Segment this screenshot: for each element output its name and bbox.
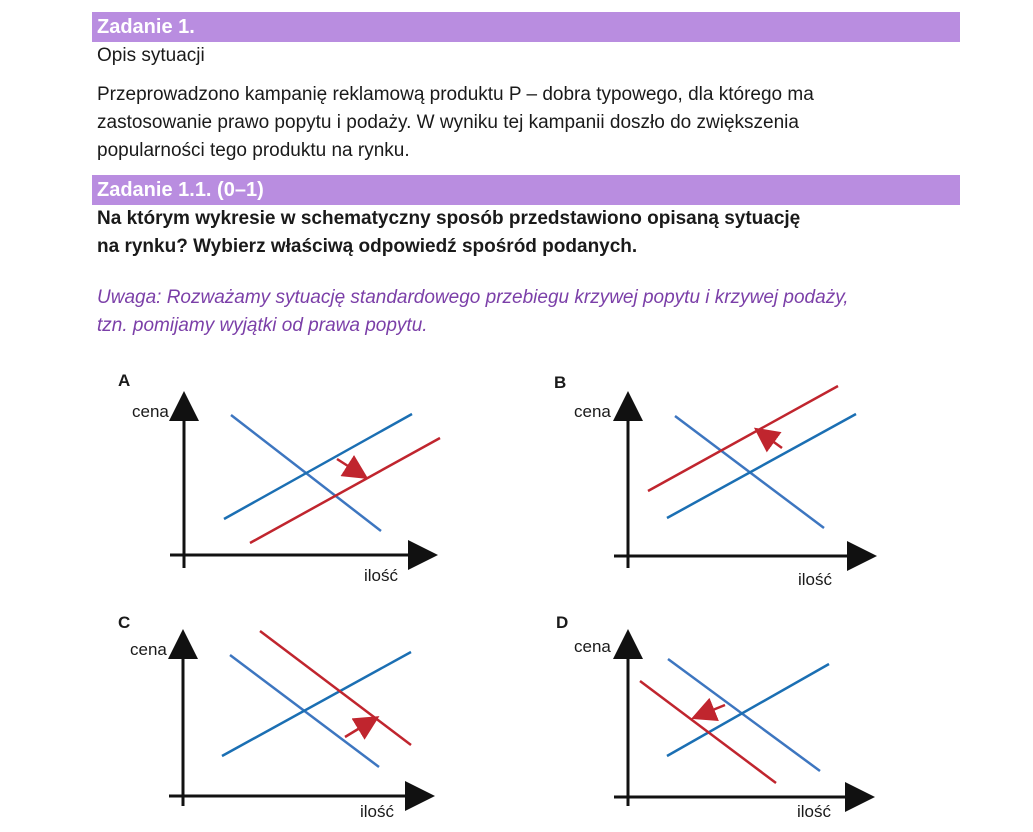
graph-d-x-label: ilość bbox=[797, 802, 832, 821]
description-line-1: Przeprowadzono kampanię reklamową produktu P – dobra typowego, dla którego ma bbox=[97, 84, 814, 105]
description-line-3: popularności tego produktu na rynku. bbox=[97, 140, 410, 161]
graph-c-x-label: ilość bbox=[360, 802, 395, 821]
graph-d-shift-arrow bbox=[698, 705, 725, 716]
task-title: Zadanie 1. bbox=[97, 16, 195, 38]
question-line-2: na rynku? Wybierz właściwą odpowiedź spośród podanych. bbox=[97, 236, 638, 257]
note-line-1: Uwaga: Rozważamy sytuację standardowego przebiegu krzywej popytu i krzywej podaży, bbox=[97, 287, 849, 308]
graph-d-y-label: cena bbox=[574, 637, 611, 656]
graph-b-y-label: cena bbox=[574, 402, 611, 421]
question-line-1: Na którym wykresie w schematyczny sposób przedstawiono opisaną sytuację bbox=[97, 208, 801, 229]
description-line-2: zastosowanie prawo popytu i podaży. W wyniku tej kampanii doszło do zwiększenia bbox=[97, 112, 799, 133]
graph-a-x-label: ilość bbox=[364, 566, 399, 585]
task-heading: Opis sytuacji bbox=[97, 45, 205, 66]
option-d-label[interactable]: D bbox=[556, 613, 569, 632]
graph-d-demand-curve bbox=[668, 659, 820, 771]
graph-d-shifted-curve bbox=[640, 681, 776, 783]
option-b-label[interactable]: B bbox=[554, 373, 567, 392]
subtask-title: Zadanie 1.1. (0–1) bbox=[97, 179, 264, 201]
graph-b-x-label: ilość bbox=[798, 570, 833, 589]
note-line-2: tzn. pomijamy wyjątki od prawa popytu. bbox=[97, 315, 428, 336]
option-c-label[interactable]: C bbox=[118, 613, 131, 632]
graph-d-supply-curve bbox=[667, 664, 829, 756]
option-a-label[interactable]: A bbox=[118, 371, 131, 390]
graph-c-y-label: cena bbox=[130, 640, 167, 659]
graph-a-y-label: cena bbox=[132, 402, 169, 421]
